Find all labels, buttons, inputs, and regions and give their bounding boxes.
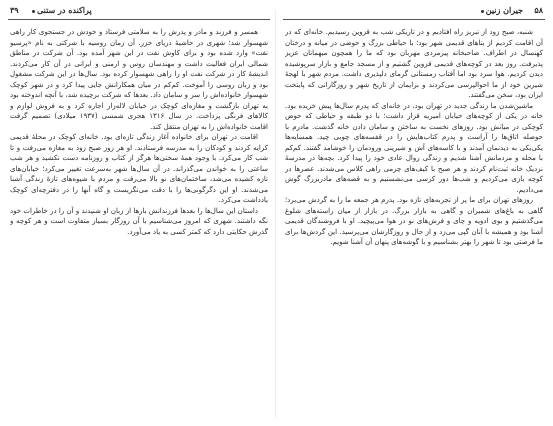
left-page-body xyxy=(10,27,268,416)
right-header-rule xyxy=(283,19,545,20)
right-paragraph-2: ماشین‌شدن ما زندگی جدید در تهران بود، در خانه‌ای که پدرم سال‌ها پیش خریده بود. خانه در یکی از کوچه‌های خیابان امیریه قرار داشت؛ با دو طبقه و حیاطی که حوض کوچکی در میانش بود. روزهای نخست به ساختن و سامان دادن خانه گذشت. مادرم با حوصله اتاق‌ها را آراست و پدرم کتاب‌هایش را در قفسه‌های چوبی چید. همسایه‌ها یکی‌یکی به دیدنمان آمدند و با کاسه‌های آش و شیرینی ورودمان را خوشامد گفتند. کم‌کم با محله و مردمانش آشنا شدیم و زندگی روال عادی خود را پیدا کرد. بچه‌ها در مدرسهٔ نزدیک خانه ثبت‌نام کردند و هر صبح با کیف‌های چرمی راهی کلاس می‌شدند. عصرها در کوچه بازی می‌کردیم و شب‌ها دور کرسی می‌نشستیم و به قصه‌های مادربزرگ گوش می‌دادیم. xyxy=(285,101,543,194)
left-running-title-text: پراکنده در ستنی xyxy=(37,5,92,15)
left-header-rule xyxy=(8,19,270,20)
left-page-number: ۳۹ xyxy=(10,5,19,15)
left-paragraph-2: اقامت در تهران برای خانواده آغاز زندگی تازه‌ای بود. خانه‌ای کوچک در محلهٔ قدیمی کرایه کردند و کودکان را به مدرسه فرستادند. او هر روز صبح زود به مغازه می‌رفت و تا شب کار می‌کرد. با وجود همهٔ سختی‌ها هرگز از کتاب و روزنامه دست نکشید و هر شب ساعتی را به خواندن می‌گذراند. در آن سال‌ها شهر به‌سرعت تغییر می‌کرد؛ خیابان‌های تازه کشیده می‌شد، ساختمان‌های نو بالا می‌رفت و مردم با شیوه‌های تازهٔ زندگی آشنا می‌شدند. او این دگرگونی‌ها را با دقت می‌نگریست و گاه آنها را در دفترچه‌ای کوچک یادداشت می‌کرد. xyxy=(10,133,268,204)
left-page-header xyxy=(8,5,270,18)
right-running-title xyxy=(479,5,523,15)
right-page-number: ۵۸ xyxy=(534,5,543,15)
left-running-title xyxy=(30,5,92,15)
left-paragraph-1: همسر و فرزند و مادر و پدرش را به سلامتی فرستاد و خودش در جستجوی کار راهی شهسوار شد؛ شهری در حاشیهٔ دریای خزر. آن زمان روسیه با شرکتی به نام «پرسیو نفت» وارد شده بود و برای کاوش نفت در این شهر آمده بود. آن شرکت در مناطق شمالی ایران فعالیت داشت و مهندسان روس و ارمنی و ایرانی در آن کار می‌کردند. اندیشهٔ کار در شرکت نفت او را راهی شهسوار کرده بود. سال‌ها در این شرکت مشغول بود و زبان روسی را آموخت. کم‌کم در میان همکارانش جایی پیدا کرد و در شهر کوچک شهسوار خانواده‌اش را سر و سامان داد. بعدها که شرکت برچیده شد، با آنچه اندوخته بود به تهران بازگشت و مغازه‌ای کوچک در خیابان لاله‌زار اجاره کرد و به فروش لوازم و کالاهای فرنگی پرداخت. در سال ۱۳۱۶ هجری شمسی (۱۹۳۷ میلادی) تصمیم گرفت اقامت خانواده‌اش را به تهران منتقل کند. xyxy=(10,28,268,131)
right-running-title-text: جیران زنین xyxy=(485,5,523,15)
right-page xyxy=(283,0,545,426)
right-paragraph-3: روزهای تهران برای ما پر از تجربه‌های تازه بود. پدرم هر جمعه ما را به گردش می‌برد؛ گاهی به باغ‌های شمیران و گاهی به بازار بزرگ. در بازار از میان راسته‌های شلوغ می‌گذشتیم و بوی ادویه و چای و فرش‌های نو در هوا می‌پیچید. او با فروشندگان قدیمی آشنا بود و همیشه با آنان گپی می‌زد و از حال و روزگارشان می‌پرسید. این گردش‌ها برای ما فرصتی بود تا شهر را بهتر بشناسیم و با گوشه‌های پنهان آن آشنا شویم. xyxy=(285,196,543,246)
header-dot-icon xyxy=(481,10,484,13)
right-paragraph-1: شنبه، صبح زود از تبریز راه افتادیم و در تاریکی شب به قزوین رسیدیم. خانه‌ای که در آن اقامت کردیم از بناهای قدیمی شهر بود؛ با حیاطی بزرگ و حوضی در میانه و درختان کهنسال در اطراف. صاحبخانه پیرمردی مهربان بود که ما را همچون میهمانان عزیز پذیرفت. روز بعد در کوچه‌های قدیمی قزوین گشتیم و از مسجد جامع و بازار سرپوشیده دیدن کردیم. هوا سرد بود اما آفتاب زمستانی گرمای دلپذیری داشت. مردم شهر با لهجهٔ شیرین خود از ما احوالپرسی می‌کردند و برایمان از تاریخ شهر و روزگارانی که پایتخت ایران بود، سخن می‌گفتند. xyxy=(285,28,543,99)
left-page xyxy=(8,0,270,426)
header-dot-icon xyxy=(32,10,35,13)
left-paragraph-3: داستان این سال‌ها را بعدها فرزندانش بارها از زبان او شنیدند و آن را در خاطرات خود نگه داشتند. شهری که امروز می‌شناسیم با آن روزگار بسیار متفاوت است و هر کوچه و گذرش حکایتی دارد که کمتر کسی به یاد می‌آورد. xyxy=(10,206,268,236)
right-page-header xyxy=(283,5,545,18)
right-page-body xyxy=(285,27,543,416)
page-gutter xyxy=(275,10,276,418)
